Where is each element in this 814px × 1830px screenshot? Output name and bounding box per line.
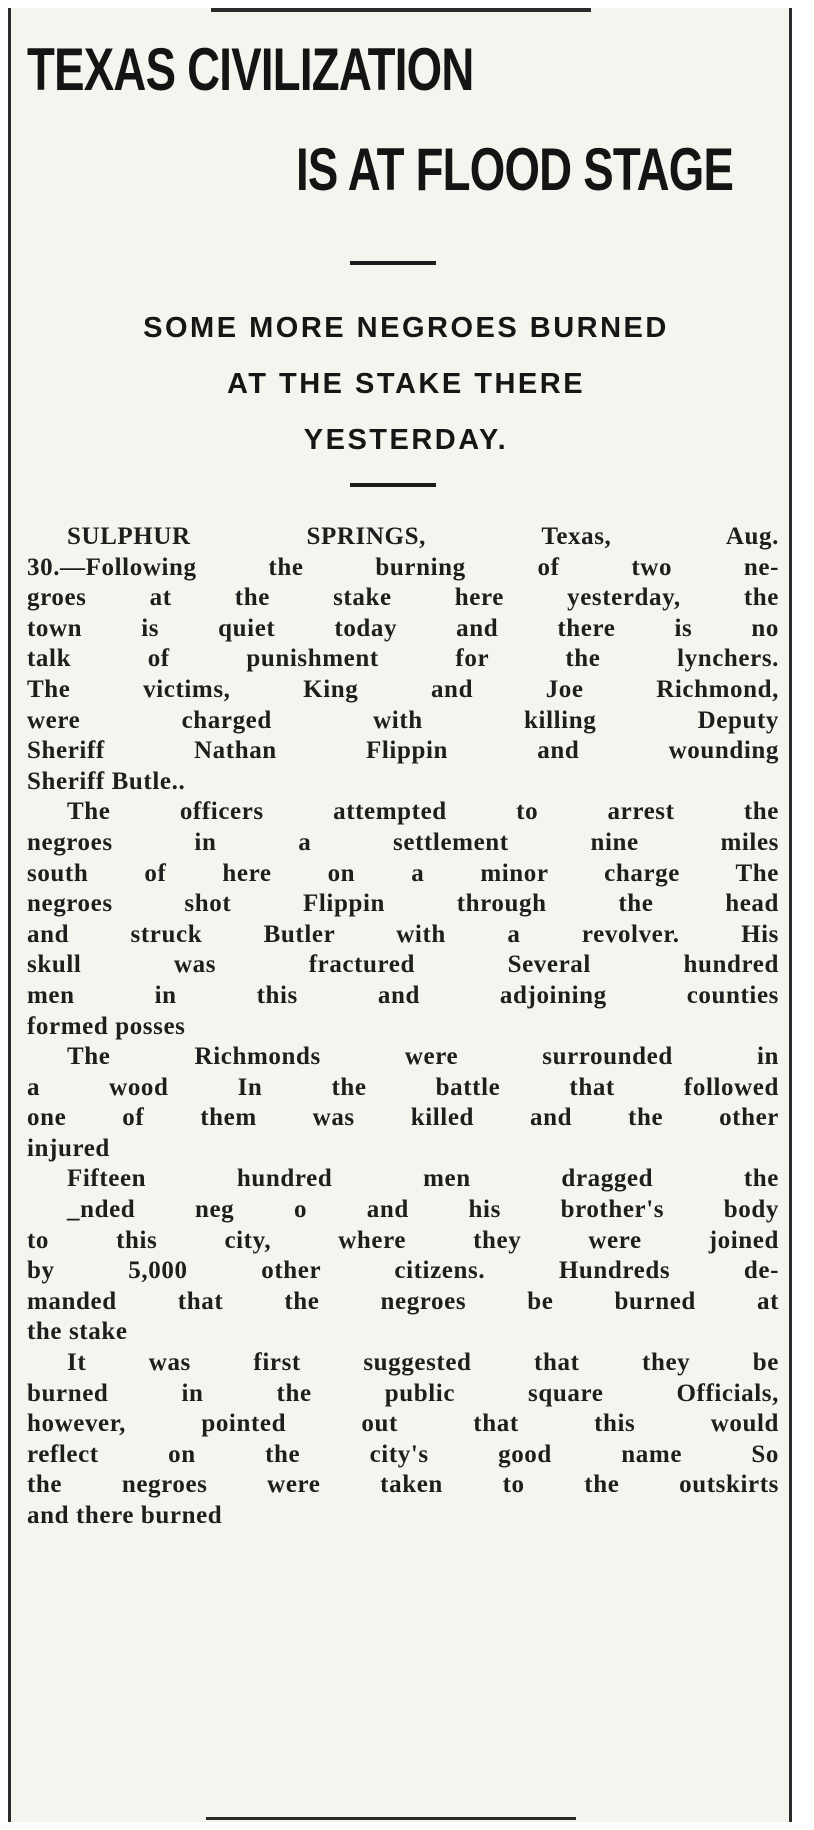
body-line: SULPHUR SPRINGS, Texas, Aug. [67,523,779,550]
body-line: talk of punishment for the lynchers. [27,645,779,673]
body-line: burned in the public square Officials, [27,1379,779,1407]
body-line: _nded neg o and his brother's body [67,1196,779,1224]
body-line: and there burned [27,1502,223,1529]
subhead-line: SOME MORE NEGROES BURNED [143,312,669,344]
body-line: negroes in a settlement nine miles [27,828,779,856]
bottom-border-rule [206,1817,576,1820]
body-line: injured [27,1134,110,1162]
body-line: Fifteen hundred men dragged the [67,1165,779,1193]
divider-rule [350,261,436,265]
subheadline [21,300,791,468]
subhead-line: AT THE STAKE THERE [226,368,586,400]
body-line: It was first suggested that they be [67,1349,779,1377]
body-line: negroes shot Flippin through the head [27,890,779,918]
body-line: and struck Butler with a revolver. His [27,920,779,948]
body-line: Sheriff Nathan Flippin and wounding [27,737,779,765]
body-line: however, pointed out that this would [27,1410,779,1438]
body-line: skull was fractured Several hundred [27,951,779,979]
top-border-rule [211,8,591,12]
body-line: The Richmonds were surrounded in [67,1043,779,1071]
body-line: reflect on the city's good name So [27,1440,779,1468]
body-line: The officers attempted to arrest the [67,798,779,826]
headline-line-1: TEXAS CIVILIZATION [27,36,474,103]
body-line: manded that the negroes be burned at [27,1287,779,1315]
body-line: the negroes were taken to the outskirts [27,1471,779,1499]
body-line: formed posses [27,1012,186,1040]
body-line: men in this and adjoining counties [27,981,779,1009]
body-line: town is quiet today and there is no [27,614,779,642]
divider-rule [350,483,436,487]
body-line: the stake [27,1318,128,1346]
body-line: 30.—Following the burning of two ne- [27,553,779,581]
body-line: The victims, King and Joe Richmond, [27,675,779,703]
body-line: a wood In the battle that followed [27,1073,779,1101]
body-line: to this city, where they were joined [27,1226,779,1254]
body-line: were charged with killing Deputy [27,706,779,734]
headline-line-2: IS AT FLOOD STAGE [296,136,734,203]
subhead-line: YESTERDAY. [303,424,509,456]
body-line: Sheriff Butle.. [27,767,186,795]
body-line: by 5,000 other citizens. Hundreds de- [27,1257,779,1285]
body-line: one of them was killed and the other [27,1104,779,1132]
body-line: groes at the stake here yesterday, the [27,584,779,612]
body-line: south of here on a minor charge The [27,859,779,887]
article-body [27,522,779,1532]
newspaper-clipping [8,8,792,1822]
